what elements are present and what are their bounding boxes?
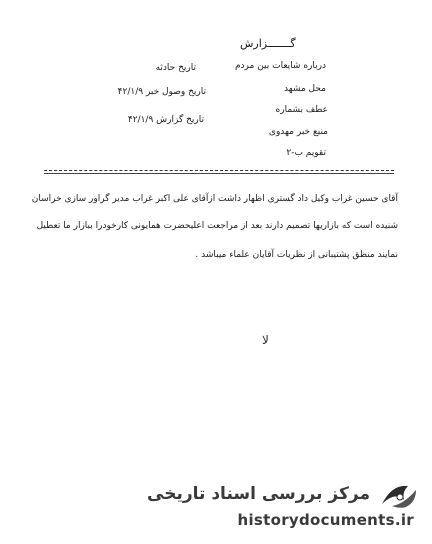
archive-watermark: [140, 478, 422, 538]
report-subject: درباره شایعات بین مردم: [234, 61, 326, 71]
source-field: منبع خبر مهدوی: [268, 127, 328, 137]
report-date-field: تاریخ گزارش ۴۲/۱/۹: [127, 115, 204, 125]
watermark-url: historydocuments.ir: [237, 511, 414, 529]
signature-mark: لا: [262, 333, 269, 347]
location-field: محل مشهد: [283, 84, 326, 94]
watermark-title: مرکز بررسی اسناد تاریخی: [147, 484, 370, 504]
date-received-field: تاریخ وصول خبر ۴۲/۱/۹: [117, 87, 206, 97]
separator-dashed: [44, 170, 394, 171]
archive-logo-icon: [378, 480, 420, 510]
body-line-2: شنیده است که بازاریها تصمیم دارند بعد از مراجعت اعلیحضرت همایونی کارخودرا ببازار ما تعطیل: [36, 221, 398, 231]
incident-date-label: تاریخ حادثه: [155, 63, 196, 73]
report-title: گـــــــزارش: [240, 37, 296, 50]
separator-solid: [44, 173, 394, 174]
evaluation-field: تقویم ب-۲: [286, 148, 326, 158]
body-line-1: آقای حسین غراب وکیل داد گستری اظهار داشت ازآقای علی اکبر غراب مدیر گراور سازی خراسان: [31, 194, 398, 204]
ref-number-field: عطف بشماره: [275, 105, 328, 115]
body-line-3: نمایند منظق پشتیبانی از نظریات آقایان علماء میباشد .: [195, 250, 398, 260]
